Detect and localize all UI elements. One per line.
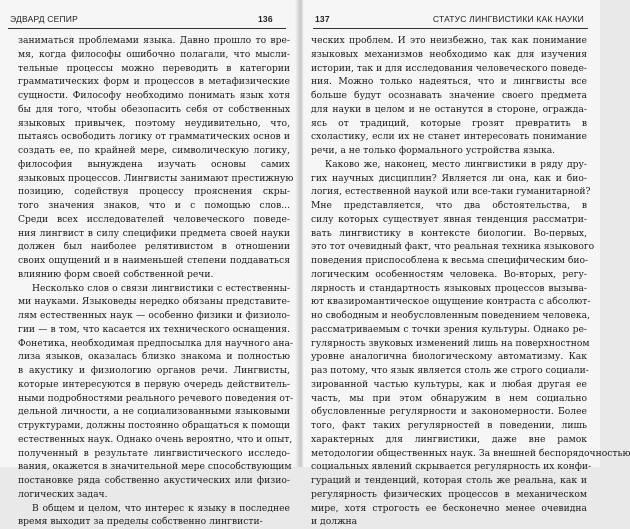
text-line: ми науками. Языковеды нередко обязаны представите- (18, 296, 290, 308)
text-line: гих научных дисциплин? Является ли она, как и био- (311, 172, 587, 184)
text-line: языковых механизмов необходимо как для изучения (311, 48, 587, 60)
text-line: структурами, должны постоянно обращаться к помощи (18, 420, 291, 431)
text-line: Несколько слов о связи лингвистики с естественны- (32, 282, 290, 294)
text-line: лиза языков, оказалась близко знакома и полностью (18, 351, 290, 363)
text-line: рассматриваемым с точки зрения культуры. Однако ре- (311, 323, 587, 335)
text-line: создать ее, по крайней мере, символическую логику, (18, 145, 290, 156)
text-line: в акустику и физиологию органов речи. Лингвисты, (18, 365, 290, 376)
text-line: и должна (311, 516, 358, 528)
text-line: Среди всех исследователей человеческого поведе- (18, 213, 290, 225)
text-line: мя, когда философы ошибочно полагали, что мысли- (18, 48, 290, 60)
text-line: силу которых существует явная тенденция рассматри- (311, 213, 587, 225)
page-number-right: 137 (315, 14, 330, 24)
text-line: позицию, содействуя процессу прояснения скры- (18, 186, 290, 198)
text-line: время выходит за пределы собственно лингвисти- (18, 516, 263, 528)
text-line: заниматься проблемами языка. Давно прошло то вре- (18, 35, 290, 46)
text-line: лярность и стандартность языковых процессов вызыва- (311, 282, 587, 294)
text-line: гураций и тенденций, которая столь же реальна, как и (311, 475, 587, 486)
text-line: дельной личности, а не социализованными языковыми (18, 406, 290, 418)
text-line: раз потому, что язык является столь же строго социали- (311, 365, 589, 376)
text-line: того значения знаков, что и с помощью слов... (18, 200, 290, 211)
text-line: больше будут осознавать значение своего предмета (311, 90, 587, 101)
text-line: своих ощущений и в наименьшей степени поддаваться (18, 255, 290, 266)
text-line: но свободным и необусловленным поведением человека, (311, 310, 591, 321)
text-line: схоластику, если их не станет интересовать понимание (311, 131, 587, 143)
page-number-left: 136 (258, 14, 273, 24)
text-line: ческих проблем. И это неизбежно, так как понимание (311, 35, 587, 46)
text-line: должен был наиболее релятивистом в отношении (18, 241, 290, 253)
text-line: языковых привычек, поэтому неудивительно, что, (18, 117, 290, 129)
text-line: Мне представляется, что два обстоятельства, в (311, 200, 587, 211)
text-line: это тот очевидный факт, что реальная техника языкового (311, 241, 595, 253)
text-line: уровне аналогична биологическому автоматизму. Как (311, 351, 587, 363)
text-line: ными подробностями реального речевого поведения от- (18, 392, 294, 404)
text-line: полученный в результате лингвистического исследо- (18, 447, 290, 459)
header-rule-left (8, 28, 286, 29)
text-line: гии — в том, что касается их технического оснащения. (18, 323, 290, 335)
text-line: методологии общественных наук. За внешней беспорядочностью (311, 447, 630, 459)
text-line: сущности. Философу необходимо понимать язык хотя (18, 90, 290, 101)
left-page (0, 0, 297, 528)
text-line: влиянию форм своей собственной речи. (18, 268, 214, 280)
text-line: ния лингвист в силу специфики предмета своей науки (18, 227, 290, 239)
header-rule-right (313, 28, 588, 29)
text-line: поведения приспособлена к весьма специфическим био- (311, 255, 589, 266)
running-head-right: СТАТУС ЛИНГВИСТИКИ КАК НАУКИ (432, 14, 584, 24)
text-line: грамматических форм и процессов в метафизические (18, 76, 290, 88)
text-line: ния. Можно только надеяться, что и лингвисты все (311, 76, 587, 88)
text-line: постановке ряда собственно акустических или физио- (18, 475, 290, 486)
text-line: для науки в целом и не останутся в стороне, огражда- (311, 103, 587, 115)
text-line: логическим особенностям человека. Во-вторых, регу- (311, 268, 587, 280)
text-line: пытаясь освободить логику от грамматических основ и (18, 131, 290, 143)
text-line: гулярность звуковых изменений лишь на поверхностном (311, 337, 590, 349)
text-line: характерных для лингвистики, даже вне рамок (311, 433, 587, 445)
text-line: вать лингвистику в контексте биологии. Во-первых, (311, 227, 587, 239)
text-line: Фонетика, необходимая предпосылка для научного ана- (18, 337, 294, 349)
text-line: того, факт таких регулярностей в поведении, лишь (311, 420, 587, 431)
running-head-left: ЭДВАРД СЕПИР (10, 14, 78, 24)
text-line: зированной частью культуры, как и любая другая ее (311, 378, 587, 390)
text-line: ясь от традиций, которые грозят превратить в (311, 117, 587, 129)
text-line: логических задач. (18, 488, 108, 500)
text-line: социальных явлений скрывается регулярность их конфи- (311, 461, 592, 473)
right-page (303, 0, 630, 528)
text-line: тельные процессы можно переводить в категории (18, 62, 290, 74)
text-line: регулярность физических процессов в механическом (311, 488, 587, 500)
text-line: Каково же, наконец, место лингвистики в ряду дру- (325, 158, 587, 170)
text-line: которые интересуются в первую очередь действитель- (18, 378, 290, 390)
left-page-text (18, 34, 294, 529)
text-line: мире, хотя строгость ее бесконечно менее очевидна (311, 502, 587, 514)
text-line: лям естественных наук — особенно физики и физиоло- (18, 310, 290, 321)
text-line: истории, так и для исследования человеческого поведе- (311, 62, 587, 74)
text-line: бы для того, чтобы обезопасить себя от собственных (18, 103, 290, 115)
text-line: часть, мы при этом обнаружим в нем социально (311, 392, 587, 404)
text-line: В общем и целом, что интерес к языку в последнее (32, 502, 290, 514)
text-line: естественных наук. Однако очень вероятно, что и опыт, (18, 433, 293, 445)
text-line: философия вынуждена изучать основы самих (18, 158, 290, 170)
text-line: речи, а не только формального устройства языка. (311, 145, 556, 156)
text-line: ют квазиромантическое ощущение контраста с абсолют- (311, 296, 591, 308)
text-line: обусловленные регулярности и закономерности. Более (311, 406, 587, 418)
text-line: языковых процессов. Лингвисты занимают престижную (18, 172, 294, 184)
right-page-text (311, 34, 630, 529)
text-line: вания, окажется в значительной мере способствующим (18, 461, 292, 473)
text-line: логия, естественной наукой или все-таки гуманитарной? (311, 186, 591, 198)
